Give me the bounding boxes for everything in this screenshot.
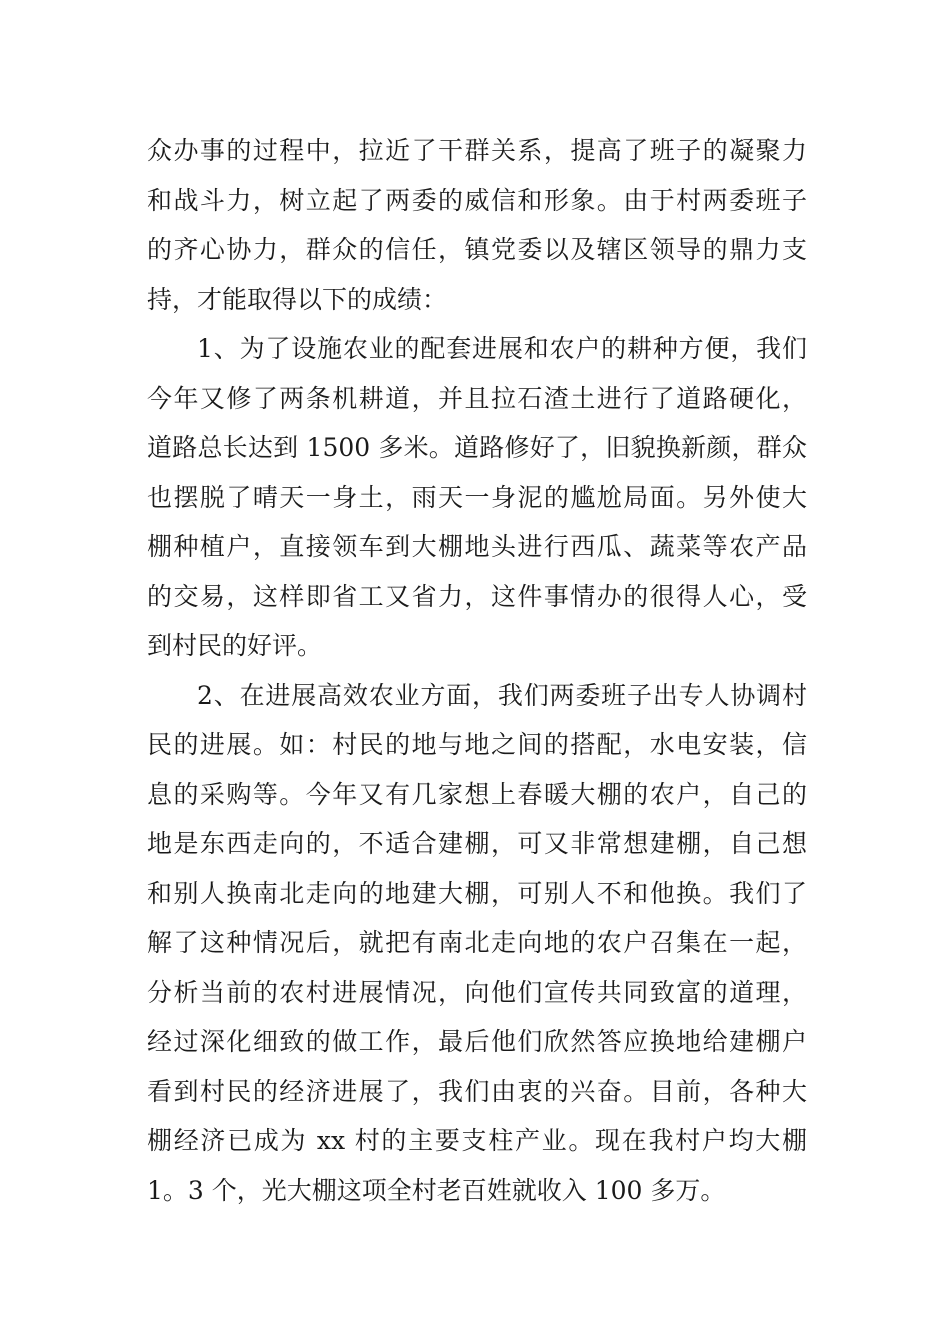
paragraph-1-first-line: 1、为了设施农业的配套进展和农户的耕种方便，我们	[197, 334, 807, 363]
text-line: 持，才能取得以下的成绩：	[147, 284, 448, 314]
text-line: 棚种植户，直接领车到大棚地头进行西瓜、蔬菜等农产品	[147, 532, 807, 561]
text-line: 今年又修了两条机耕道，并且拉石渣土进行了道路硬化，	[147, 383, 807, 413]
text-line: 解了这种情况后，就把有南北走向地的农户召集在一起，	[147, 928, 807, 957]
text-line: 分析当前的农村进展情况，向他们宣传共同致富的道理，	[147, 977, 807, 1007]
text-line: 经过深化细致的做工作，最后他们欣然答应换地给建棚户	[147, 1027, 807, 1056]
text-line: 的交易，这样即省工又省力，这件事情办的很得人心，受	[147, 581, 807, 611]
text-line: 到村民的好评。	[147, 631, 323, 660]
text-line: 的齐心协力，群众的信任，镇党委以及辖区领导的鼎力支	[147, 235, 807, 264]
body-text	[147, 126, 807, 1215]
text-line: 众办事的过程中，拉近了干群关系，提高了班子的凝聚力	[147, 136, 807, 165]
text-line: 和战斗力，树立起了两委的威信和形象。由于村两委班子	[147, 185, 807, 215]
text-line: 棚经济已成为 xx 村的主要支柱产业。现在我村户均大棚	[147, 1126, 807, 1155]
text-line: 地是东西走向的，不适合建棚，可又非常想建棚，自己想	[147, 829, 807, 858]
text-line: 道路总长达到 1500 多米。道路修好了，旧貌换新颜，群众	[147, 433, 807, 462]
text-line: 1。3 个，光大棚这项全村老百姓就收入 100 多万。	[147, 1175, 726, 1205]
text-line: 民的进展。如：村民的地与地之间的搭配，水电安装，信	[147, 730, 807, 759]
text-line: 和别人换南北走向的地建大棚，可别人不和他换。我们了	[147, 878, 807, 908]
text-line: 息的采购等。今年又有几家想上春暖大棚的农户，自己的	[147, 779, 807, 809]
text-line: 看到村民的经济进展了，我们由衷的兴奋。目前，各种大	[147, 1076, 807, 1106]
paragraph-2-first-line: 2、在进展高效农业方面，我们两委班子出专人协调村	[197, 680, 807, 710]
text-line: 也摆脱了晴天一身土，雨天一身泥的尴尬局面。另外使大	[147, 482, 807, 512]
